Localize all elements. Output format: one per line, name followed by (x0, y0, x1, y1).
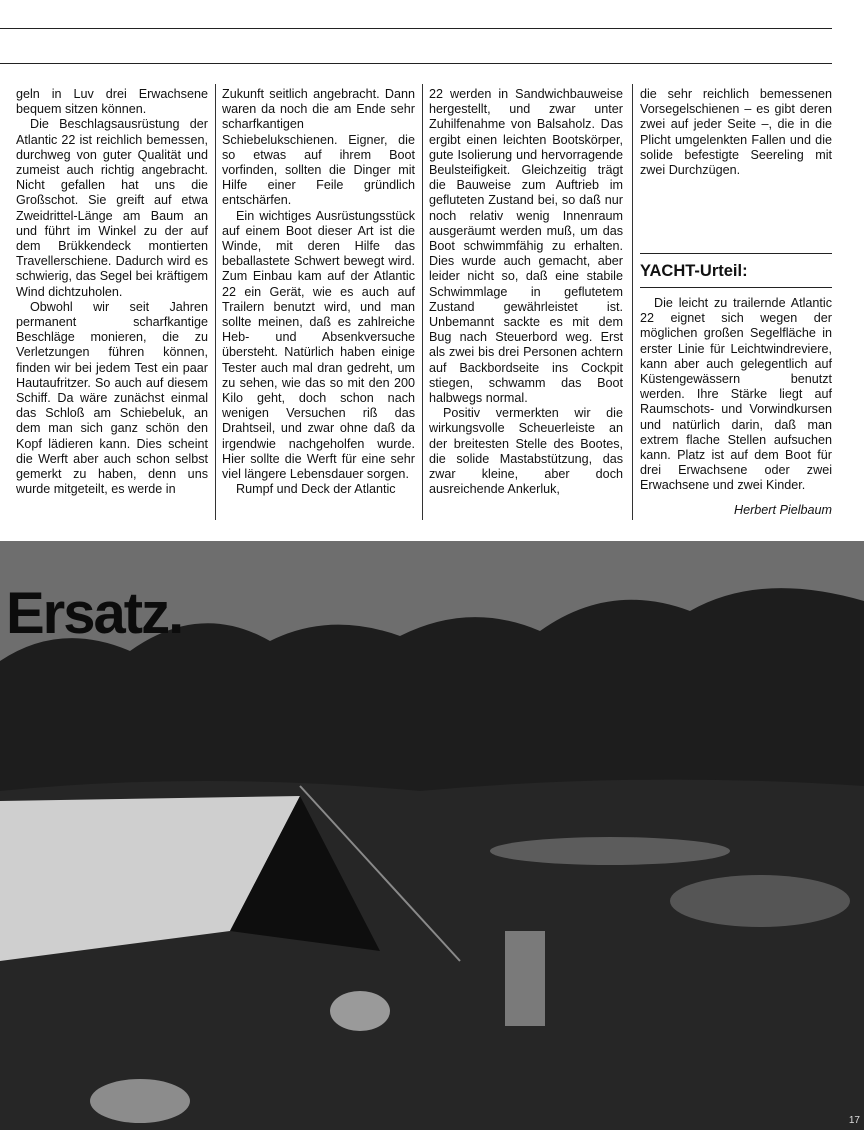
paragraph: 22 werden in Sandwichbauweise hergestellt, und zwar unter Zuhilfenahme von Balsaholz. Das ergibt einen leichten Bootskörper, gute Isolierung und hervorragende Beulsteifigkeit. Gleichzeitig trägt die Bauweise zum Auftrieb im gefluteten Zustand bei, so daß nur noch relativ wenig Innenraum ausgeräumt werden muß, um das Boot schwimmfähig zu erhalten. Dies wurde auch gemacht, aber leider nicht so, daß eine stabile Schwimmlage in geflutetem Zustand gewährleistet ist. Unbemannt sackte es mit dem Bug nach Steuerbord weg. Erst als zwei bis drei Personen achtern auf Backbordseite ins Cockpit stiegen, schwamm das Boot halbwegs normal. (429, 87, 623, 406)
verdict-rule-lower (640, 287, 832, 288)
article-column-2 (222, 87, 415, 497)
article-column-4 (640, 87, 832, 178)
paragraph: Zukunft seitlich angebracht. Dann waren da noch die am Ende sehr scharfkantigen Schiebelukschienen. Eigner, die so etwas auf ihrem Boot vorfinden, sollten die Dinger mit Hilfe einer Feile gründlich entschärfen. (222, 87, 415, 208)
campsite-photo (0, 541, 864, 1130)
verdict-title: YACHT-Urteil: (640, 262, 748, 280)
page-number: 17 (848, 1115, 860, 1126)
paragraph: Positiv vermerkten wir die wirkungsvolle Scheuerleiste an der breitesten Stelle des Bootes, die solide Mastabstützung, das zwar kleine, aber doch ausreichende Ankerluk, (429, 406, 623, 497)
photo-rock (90, 1079, 190, 1123)
column-divider (632, 84, 633, 520)
verdict-text: Die leicht zu trailernde Atlantic 22 eignet sich wegen der möglichen großen Segelfläche in erster Linie für Leichtwindreviere, kann aber auch gelegentlich auf Küstengewässern benutzt werden. Ihre Stärke liegt auf Raumschots- und Vorwindkursen und natürlich darin, daß man extrem flache Stellen aufsuchen kann. Platz ist auf dem Boot für drei Erwachsene oder zwei Erwachsene und zwei Kinder. (640, 296, 832, 493)
paragraph: Obwohl wir seit Jahren permanent scharfkantige Beschläge monieren, die zu Verletzungen führen können, finden wir bei jedem Test ein paar Hautaufritzer. So auch auf diesem Schiff. Da wäre zunächst einmal das Schloß am Schiebeluk, an dem man sich ganz schön den Kopf lädieren kann. Dies scheint die Werft aber auch schon selbst gemerkt zu haben, denn uns wurde mitgeteilt, es werde in (16, 299, 208, 497)
paragraph: Rumpf und Deck der Atlantic (236, 482, 396, 497)
paragraph: die sehr reichlich bemessenen Vorsegelschienen – es gibt deren zwei auf jeder Seite –, die in die Plicht umgelenkten Fallen und die solide befestigte Seereling mit zwei Durchzügen. (640, 87, 832, 178)
verdict-box (640, 296, 832, 494)
column-divider (215, 84, 216, 520)
paragraph: Die Beschlagsausrüstung der Atlantic 22 ist reichlich bemessen, durchweg von guter Qualität und zumeist auch richtig angebracht. Nicht gefallen hat uns die Großschot. Sie greift auf etwa Zweidrittel-Länge am Baum an und führt im Winkel zu der auf dem Brükkendeck montierten Travellerschiene. Dadurch wird es schwierig, das Segel bei kräftigem Wind dichtzuholen. (16, 117, 208, 299)
article-column-1 (16, 87, 208, 497)
author-signature: Herbert Pielbaum (734, 503, 832, 517)
photo-rock (330, 991, 390, 1031)
article-column-3 (429, 87, 623, 497)
photo-figure (505, 931, 545, 1026)
top-rule (0, 28, 832, 29)
verdict-rule (640, 253, 832, 254)
photo-headline: Ersatz. (6, 581, 183, 646)
paragraph: Ein wichtiges Ausrüstungsstück auf einem Boot dieser Art ist die Winde, mit deren Hilfe das beballastete Schwert bewegt wird. Zum Einbau kam auf der Atlantic 22 ein Gerät, wie es auch auf Trailern benutzt wird, und man sollte meinen, daß es zahlreiche Heb- und Absenkversuche übersteht. Natürlich haben einige Tester auch mal dran gedreht, um zu sehen, wie das so mit den 200 Kilo geht, doch schon nach wenigen Versuchen riß das Drahtseil, und zwar ohne daß da irgendwie nachgeholfen wurde. Hier sollte die Werft für eine sehr viel längere Lebensdauer sorgen. (222, 208, 415, 482)
photo-shore (490, 837, 730, 865)
paragraph: geln in Luv drei Erwachsene bequem sitzen können. (16, 87, 208, 117)
column-divider (422, 84, 423, 520)
top-rule-lower (0, 63, 832, 64)
photo-rock (670, 875, 850, 927)
